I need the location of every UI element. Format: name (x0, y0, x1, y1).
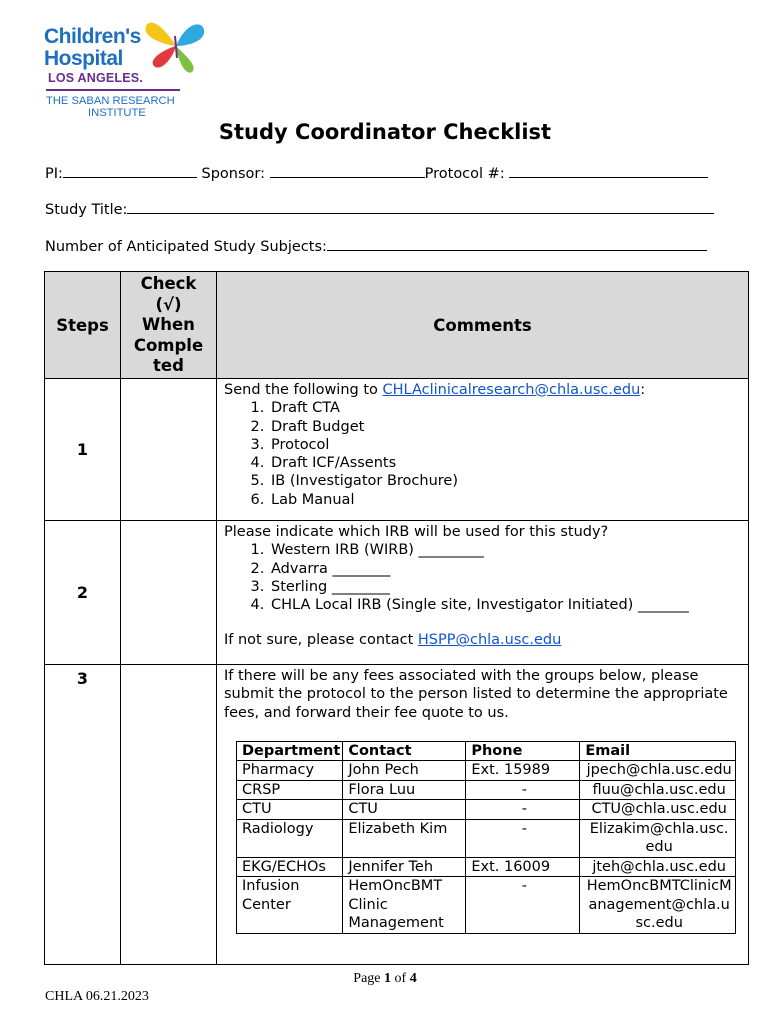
subjects-row (45, 236, 707, 255)
page-number: Page 1 of 4 (353, 971, 417, 986)
list-item: 1. Western IRB (WIRB) _________ (269, 541, 740, 559)
fee-dept: Infusion Center (237, 877, 343, 934)
step-3-row (45, 665, 749, 965)
step-1-number: 1 (45, 379, 121, 521)
logo-subtitle-2: INSTITUTE (88, 107, 146, 119)
list-item: 6. Lab Manual (269, 491, 740, 509)
list-item: 3. Sterling ________ (269, 578, 740, 596)
study-title-row (45, 199, 714, 218)
list-item: 2. Advarra ________ (269, 560, 740, 578)
protocol-label: Protocol #: (424, 166, 505, 182)
sponsor-label: Sponsor: (201, 166, 266, 182)
step-3-comments (217, 665, 749, 965)
step-2-contact: If not sure, please contact HSPP@chla.usc.edu (224, 632, 562, 649)
subjects-blank[interactable] (327, 236, 707, 251)
fee-phone: - (466, 877, 580, 934)
subjects-label: Number of Anticipated Study Subjects: (45, 239, 327, 255)
step-3-number: 3 (45, 665, 121, 965)
sponsor-blank[interactable] (270, 163, 425, 178)
fee-contact: Flora Luu (343, 780, 466, 800)
pi-label: PI: (45, 166, 63, 182)
logo-line-1: Children's (44, 25, 141, 48)
fee-phone: - (466, 800, 580, 820)
checklist-header-row (45, 272, 749, 379)
step-2-row (45, 521, 749, 665)
fee-email: CTU@chla.usc.edu (580, 800, 736, 820)
table-row (237, 819, 736, 857)
logo-line-3: LOS ANGELES. (48, 71, 144, 85)
study-title-blank[interactable] (127, 199, 714, 214)
step-1-intro: Send the following to CHLAclinicalresearch@chla.usc.edu: (224, 382, 646, 398)
step-2-check-cell[interactable] (121, 521, 217, 665)
fees-header-contact: Contact (343, 741, 466, 761)
step-1-comments (217, 379, 749, 521)
step-2-comments (217, 521, 749, 665)
fee-phone: - (466, 780, 580, 800)
fee-email: fluu@chla.usc.edu (580, 780, 736, 800)
fee-phone: Ext. 15989 (466, 761, 580, 781)
list-item: 5. IB (Investigator Brochure) (269, 472, 740, 490)
table-row (237, 761, 736, 781)
fees-table (236, 741, 736, 934)
fee-dept: CTU (237, 800, 343, 820)
fee-email: jpech@chla.usc.edu (580, 761, 736, 781)
footer-date: CHLA 06.21.2023 (45, 989, 149, 1004)
document-title: Study Coordinator Checklist (218, 120, 552, 144)
step-1-check-cell[interactable] (121, 379, 217, 521)
header-check: Check (√) When Comple ted (121, 272, 217, 379)
list-item: 4. Draft ICF/Assents (269, 454, 740, 472)
logo-line-2: Hospital (44, 47, 123, 70)
step-2-list (224, 541, 740, 614)
fee-email: HemOncBMTClinicManagement@chla.usc.edu (580, 877, 736, 934)
protocol-blank[interactable] (509, 163, 708, 178)
butterfly-icon (142, 16, 208, 78)
fees-header-dept: Department (237, 741, 343, 761)
table-row (237, 780, 736, 800)
table-row (237, 877, 736, 934)
fee-contact: John Pech (343, 761, 466, 781)
list-item: 4. CHLA Local IRB (Single site, Investigator Initiated) _______ (269, 596, 740, 614)
fee-contact: CTU (343, 800, 466, 820)
clinical-research-email-link[interactable]: CHLAclinicalresearch@chla.usc.edu (382, 382, 641, 398)
logo-subtitle-1: THE SABAN RESEARCH (46, 95, 175, 107)
hspp-email-link[interactable]: HSPP@chla.usc.edu (417, 632, 562, 649)
list-item: 2. Draft Budget (269, 418, 740, 436)
fees-header-phone: Phone (466, 741, 580, 761)
study-title-label: Study Title: (45, 202, 128, 218)
step-3-check-cell[interactable] (121, 665, 217, 965)
fee-phone: - (466, 819, 580, 857)
fee-email: Elizakim@chla.usc.edu (580, 819, 736, 857)
header-comments: Comments (217, 272, 749, 379)
step-3-text: If there will be any fees associated with the groups below, please submit the protocol to the person listed to determine the appropriate fees, and forward their fee quote to us. (224, 668, 728, 721)
fees-header-row (237, 741, 736, 761)
fee-dept: CRSP (237, 780, 343, 800)
table-row (237, 857, 736, 877)
step-1-list (224, 399, 740, 509)
fee-dept: EKG/ECHOs (237, 857, 343, 877)
pi-blank[interactable] (63, 163, 197, 178)
header-steps: Steps (45, 272, 121, 379)
step-2-question: Please indicate which IRB will be used for this study? (224, 524, 609, 540)
list-item: 1. Draft CTA (269, 399, 740, 417)
fee-dept: Pharmacy (237, 761, 343, 781)
table-row (237, 800, 736, 820)
step-1-row (45, 379, 749, 521)
fee-email: jteh@chla.usc.edu (580, 857, 736, 877)
list-item: 3. Protocol (269, 436, 740, 454)
fee-dept: Radiology (237, 819, 343, 857)
fee-contact: Elizabeth Kim (343, 819, 466, 857)
checklist-table (44, 271, 749, 965)
fee-phone: Ext. 16009 (466, 857, 580, 877)
logo-rule (46, 89, 180, 91)
header-fields-row (45, 163, 708, 182)
fees-header-email: Email (580, 741, 736, 761)
step-2-number: 2 (45, 521, 121, 665)
fee-contact: Jennifer Teh (343, 857, 466, 877)
fee-contact: HemOncBMT Clinic Management (343, 877, 466, 934)
chla-logo (42, 16, 210, 126)
